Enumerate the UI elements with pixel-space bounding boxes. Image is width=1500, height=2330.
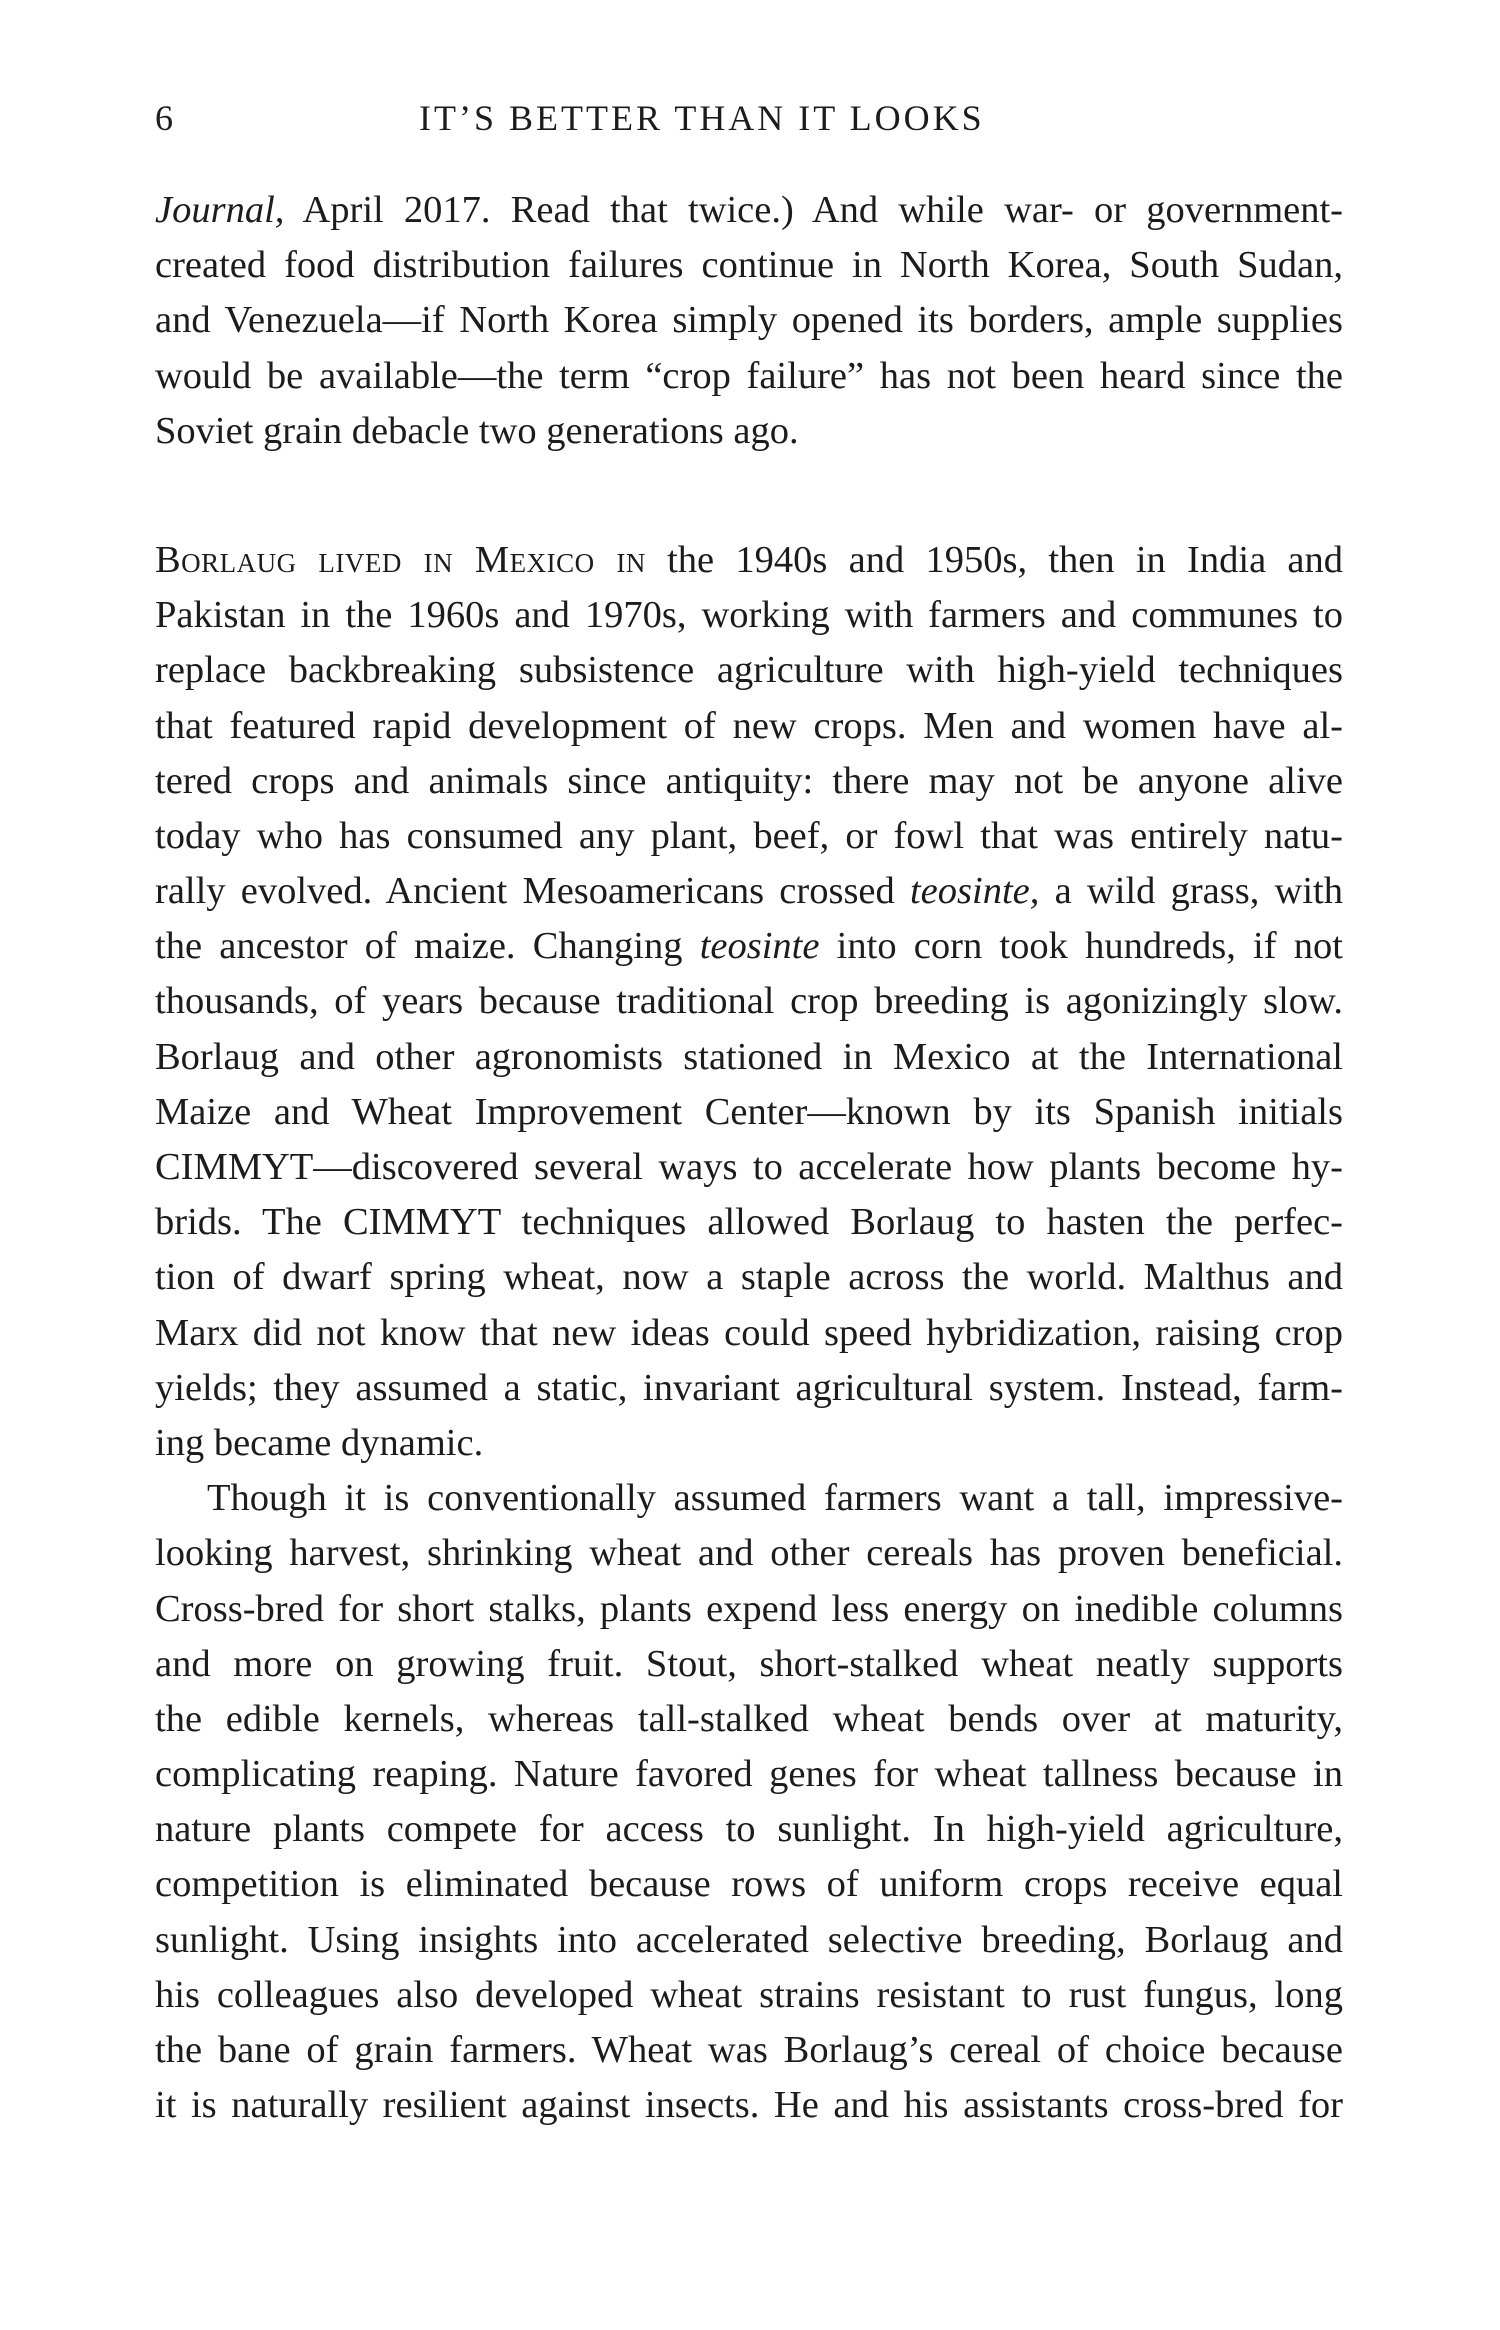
paragraph-3 xyxy=(155,1471,1343,2133)
text-line: competition is eliminated because rows of uniform crops receive equal xyxy=(155,1863,1343,1906)
text-line: that featured rapid development of new crops. Men and women have al- xyxy=(155,704,1343,747)
text-line: Marx did not know that new ideas could speed hybridization, raising crop xyxy=(155,1311,1343,1354)
text-line: his colleagues also developed wheat strains resistant to rust fungus, long xyxy=(155,1973,1343,2016)
text-line: nature plants compete for access to sunlight. In high-yield agriculture, xyxy=(155,1808,1343,1851)
text-line: the ancestor of maize. Changing teosinte into corn took hundreds, if not xyxy=(155,925,1343,968)
italic-text: Journal, xyxy=(155,189,285,231)
text-line: Borlaug lived in Mexico in the 1940s and 1950s, then in India and xyxy=(155,538,1343,581)
text-line: and Venezuela—if North Korea simply opened its borders, ample supplies xyxy=(155,299,1343,342)
paragraph-1 xyxy=(155,183,1343,459)
text-line: Though it is conventionally assumed farmers want a tall, impressive- xyxy=(207,1477,1343,1520)
text-line: the edible kernels, whereas tall-stalked wheat bends over at maturity, xyxy=(155,1697,1343,1740)
text-line: Pakistan in the 1960s and 1970s, working with farmers and communes to xyxy=(155,594,1343,637)
text-line: would be available—the term “crop failure” has not been heard since the xyxy=(155,354,1343,397)
text-line: Borlaug and other agronomists stationed in Mexico at the International xyxy=(155,1035,1343,1078)
text-line: CIMMYT—discovered several ways to accelerate how plants become hy- xyxy=(155,1146,1343,1188)
text-line: Soviet grain debacle two generations ago. xyxy=(155,409,799,452)
text-line: yields; they assumed a static, invariant agricultural system. Instead, farm- xyxy=(155,1366,1343,1409)
text-line: rally evolved. Ancient Mesoamericans crossed teosinte, a wild grass, with xyxy=(155,870,1343,913)
small-caps-lead-in: Borlaug lived in Mexico in xyxy=(155,538,646,581)
text-line: the bane of grain farmers. Wheat was Borlaug’s cereal of choice because xyxy=(155,2029,1343,2071)
italic-text: teosinte, xyxy=(909,870,1040,913)
text-line: tion of dwarf spring wheat, now a staple across the world. Malthus and xyxy=(155,1256,1343,1299)
text-line: sunlight. Using insights into accelerated selective breeding, Borlaug and xyxy=(155,1918,1343,1961)
text-line: it is naturally resilient against insects. He and his assistants cross-bred for xyxy=(155,2084,1343,2127)
text-line: ing became dynamic. xyxy=(155,1421,484,1464)
text-line: replace backbreaking subsistence agriculture with high-yield techniques xyxy=(155,649,1343,692)
text-line: Cross-bred for short stalks, plants expend less energy on inedible columns xyxy=(155,1587,1343,1630)
text-line: thousands, of years because traditional crop breeding is agonizingly slow. xyxy=(155,980,1343,1023)
running-head: IT’S BETTER THAN IT LOOKS xyxy=(419,98,985,138)
text-line: looking harvest, shrinking wheat and other cereals has proven beneficial. xyxy=(155,1532,1343,1575)
text-line: brids. The CIMMYT techniques allowed Borlaug to hasten the perfec- xyxy=(155,1201,1343,1244)
text-line: today who has consumed any plant, beef, or fowl that was entirely natu- xyxy=(155,814,1343,857)
section-break xyxy=(155,459,1343,533)
page-number: 6 xyxy=(155,98,176,138)
text-line: created food distribution failures continue in North Korea, South Sudan, xyxy=(155,244,1343,287)
text-line: and more on growing fruit. Stout, short-stalked wheat neatly supports xyxy=(155,1642,1343,1685)
italic-text: teosinte xyxy=(699,925,820,968)
body-text xyxy=(155,183,1343,2133)
text-line: tered crops and animals since antiquity: there may not be anyone alive xyxy=(155,759,1343,802)
text-line: Journal, April 2017. Read that twice.) And while war- or government- xyxy=(155,189,1343,231)
paragraph-2 xyxy=(155,533,1343,1471)
text-line: Maize and Wheat Improvement Center—known by its Spanish initials xyxy=(155,1090,1343,1133)
text-line: complicating reaping. Nature favored genes for wheat tallness because in xyxy=(155,1753,1343,1796)
